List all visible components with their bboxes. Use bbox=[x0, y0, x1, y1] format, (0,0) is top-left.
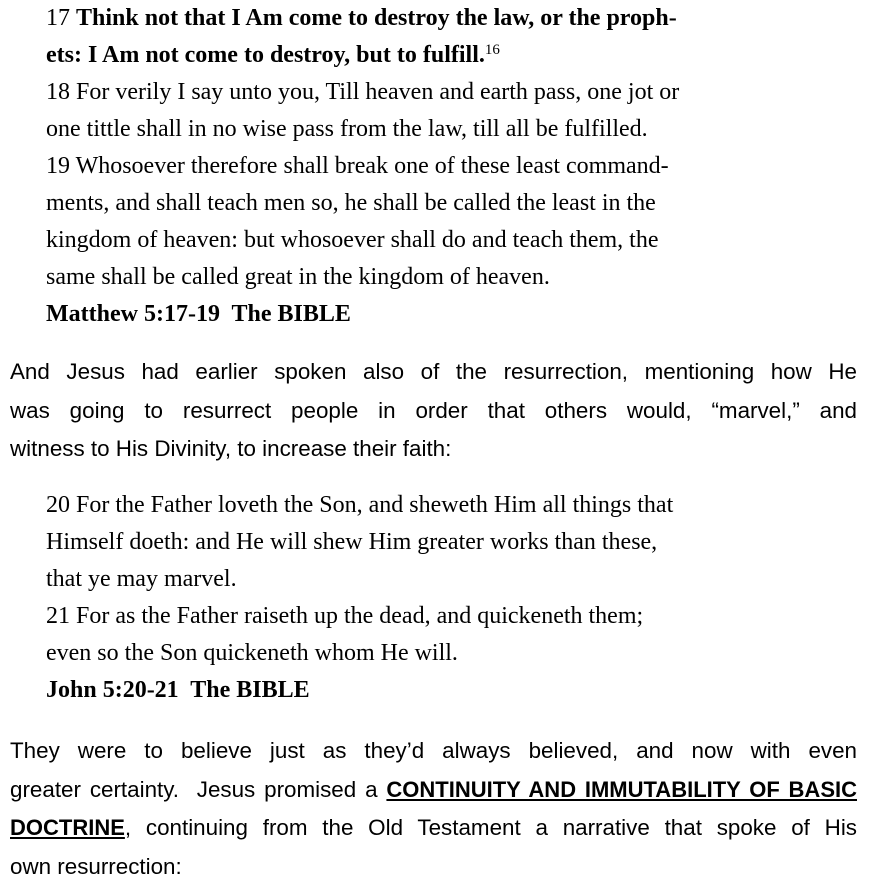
verse-17-text: Think not that I Am come to destroy the law, or the proph- bbox=[76, 5, 677, 31]
paragraph-line: witness to His Divinity, to increase their faith: bbox=[10, 430, 857, 469]
verse-number: 17 bbox=[46, 5, 70, 31]
verse-19-line-1: 19 Whosoever therefore shall break one of these least command- bbox=[46, 148, 846, 185]
verse-20-line-2: Himself doeth: and He will shew Him greater works than these, bbox=[46, 524, 846, 561]
paragraph-line: They were to believe just as they’d always believed, and now with even bbox=[10, 732, 857, 771]
verse-18-line-2: one tittle shall in no wise pass from the law, till all be fulfilled. bbox=[46, 111, 846, 148]
footnote-marker: 16 bbox=[485, 42, 500, 58]
scripture-reference: John 5:20-21 The BIBLE bbox=[46, 672, 846, 709]
paragraph-line: And Jesus had earlier spoken also of the resurrection, mentioning how He bbox=[10, 353, 857, 392]
verse-17-text-cont: ets: I Am not come to destroy, but to fulfill. bbox=[46, 42, 485, 68]
verse-21-line-2: even so the Son quickeneth whom He will. bbox=[46, 635, 846, 672]
verse-19-line-4: same shall be called great in the kingdom of heaven. bbox=[46, 259, 846, 296]
paragraph-line bbox=[10, 771, 857, 810]
verse-19-line-2: ments, and shall teach men so, he shall be called the least in the bbox=[46, 185, 846, 222]
paragraph-continuity bbox=[10, 732, 857, 886]
scripture-quote-matthew bbox=[46, 0, 846, 333]
verse-20-line-1: 20 For the Father loveth the Son, and sheweth Him all things that bbox=[46, 487, 846, 524]
paragraph-line: was going to resurrect people in order that others would, “marvel,” and bbox=[10, 392, 857, 431]
scripture-quote-john bbox=[46, 487, 846, 709]
paragraph-line bbox=[10, 809, 857, 848]
paragraph-text: , continuing from the Old Testament a narrative that spoke of His bbox=[125, 815, 857, 840]
paragraph-resurrection bbox=[10, 353, 857, 469]
paragraph-line: own resurrection: bbox=[10, 848, 857, 886]
emphasis-doctrine-word: DOCTRINE bbox=[10, 815, 125, 840]
verse-20-line-3: that ye may marvel. bbox=[46, 561, 846, 598]
paragraph-text: greater certainty. Jesus promised a bbox=[10, 777, 386, 802]
verse-17-line-1 bbox=[46, 0, 846, 37]
verse-18-line-1: 18 For verily I say unto you, Till heaven and earth pass, one jot or bbox=[46, 74, 846, 111]
verse-19-line-3: kingdom of heaven: but whosoever shall do and teach them, the bbox=[46, 222, 846, 259]
scripture-reference: Matthew 5:17-19 The BIBLE bbox=[46, 296, 846, 333]
emphasis-doctrine-phrase: CONTINUITY AND IMMUTABILITY OF BASIC bbox=[386, 777, 857, 802]
verse-21-line-1: 21 For as the Father raiseth up the dead, and quickeneth them; bbox=[46, 598, 846, 635]
verse-17-line-2 bbox=[46, 37, 846, 74]
